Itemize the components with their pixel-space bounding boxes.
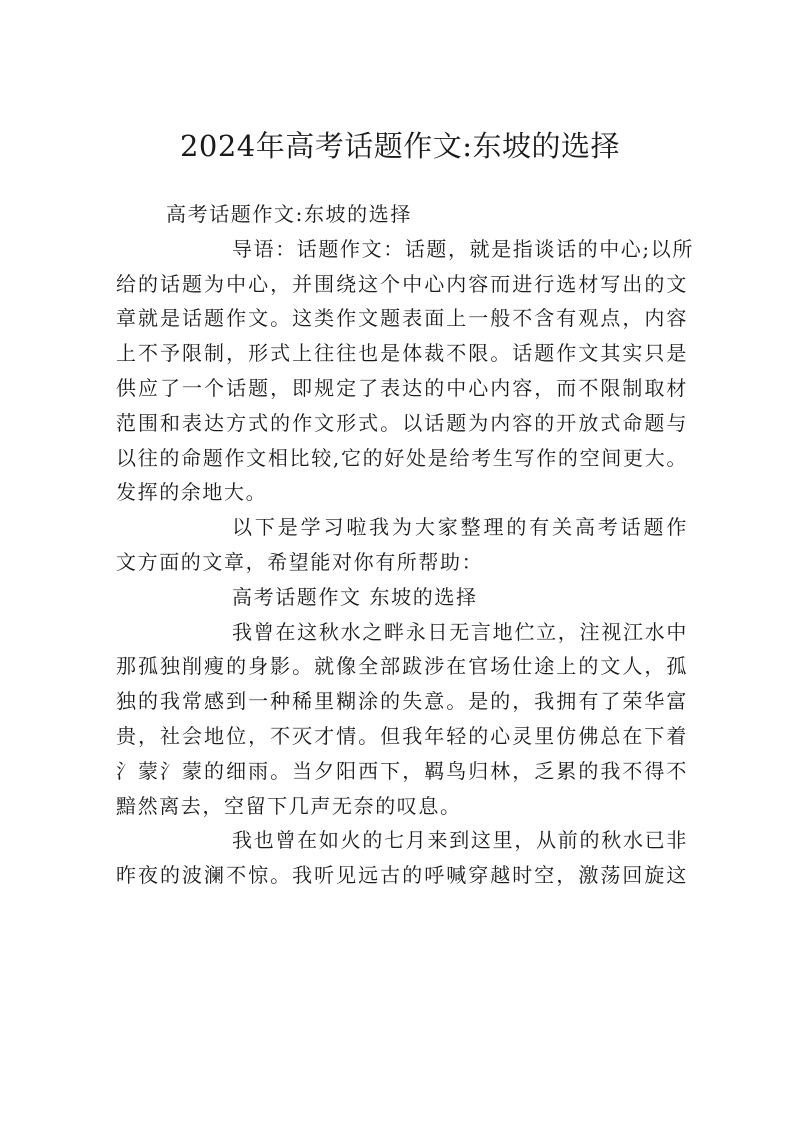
paragraph-line: 文方面的文章，希望能对你有所帮助： — [116, 549, 484, 574]
document-body — [116, 197, 694, 893]
paragraph-line: 黯然离去，空留下几声无奈的叹息。 — [116, 793, 462, 818]
paragraph-line: 我曾在这秋水之畔永日无言地伫立，注视江水中 — [232, 619, 688, 644]
paragraph-line: 以往的命题作文相比较,它的好处是给考生写作的空间更大。 — [116, 445, 688, 470]
paragraph-line: 范围和表达方式的作文形式。以话题为内容的开放式命题与 — [116, 410, 688, 435]
paragraph-line: 独的我常感到一种稀里糊涂的失意。是的，我拥有了荣华富 — [116, 689, 688, 714]
paragraph-line: 昨夜的波澜不惊。我听见远古的呼喊穿越时空，激荡回旋这 — [116, 863, 688, 888]
paragraph-line: 氵蒙氵蒙的细雨。当夕阳西下，羁鸟归林，乏累的我不得不 — [116, 758, 688, 783]
paragraph-line: 我也曾在如火的七月来到这里，从前的秋水已非 — [232, 828, 688, 853]
paragraph-line: 供应了一个话题，即规定了表达的中心内容，而不限制取材 — [116, 375, 688, 400]
paragraph-line: 给的话题为中心，并围绕这个中心内容而进行选材写出的文 — [116, 271, 688, 296]
paragraph-line: 以下是学习啦我为大家整理的有关高考话题作 — [232, 515, 688, 540]
subtitle-line: 高考话题作文:东坡的选择 — [166, 202, 412, 226]
paragraph-line: 发挥的余地大。 — [116, 480, 268, 505]
paragraph-line: 上不予限制，形式上往往也是体裁不限。话题作文其实只是 — [116, 341, 688, 366]
section-heading-line: 高考话题作文 东坡的选择 — [232, 584, 478, 609]
paragraph-line: 贵，社会地位，不灭才情。但我年轻的心灵里仿佛总在下着 — [116, 723, 688, 748]
paragraph-line: 章就是话题作文。这类作文题表面上一般不含有观点，内容 — [116, 306, 688, 331]
paragraph-line: 导语：话题作文：话题，就是指谈话的中心;以所 — [232, 236, 694, 261]
paragraph-line: 那孤独削瘦的身影。就像全部跋涉在官场仕途上的文人，孤 — [116, 654, 688, 679]
document-title: 2024年高考话题作文:东坡的选择 — [179, 129, 621, 163]
